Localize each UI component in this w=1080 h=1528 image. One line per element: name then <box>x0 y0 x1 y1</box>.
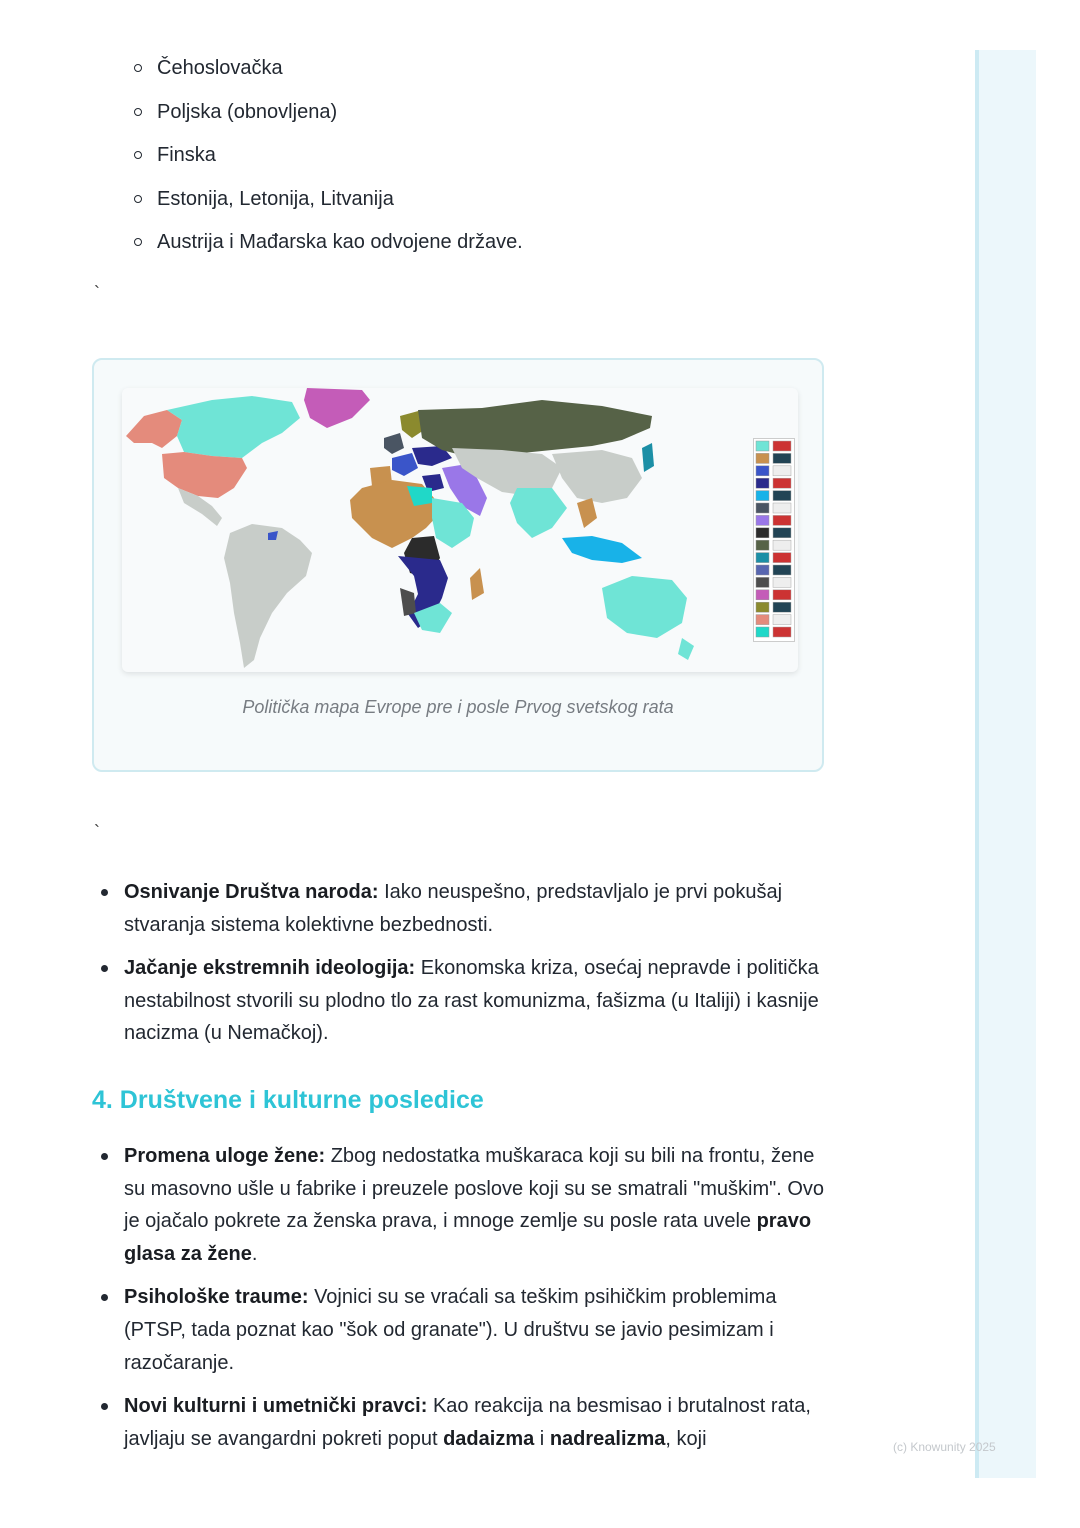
list-item <box>92 1390 832 1455</box>
map-figure <box>92 358 824 772</box>
legend-color-swatch <box>756 515 769 525</box>
greenland-shape <box>304 388 370 428</box>
uk-shape <box>384 433 404 454</box>
turkey-flag <box>773 515 791 525</box>
item-text-tail: , koji <box>665 1427 707 1450</box>
legend-color-swatch <box>756 553 769 563</box>
indonesia-shape <box>562 536 642 563</box>
alaska-shape <box>126 410 182 448</box>
india-shape <box>510 488 567 538</box>
list-item <box>92 952 832 1050</box>
sweden-flag <box>773 602 791 612</box>
legend-swatches <box>754 439 794 641</box>
world-map-image <box>122 388 798 672</box>
france-shape <box>392 453 418 476</box>
world-map-graphic <box>122 388 798 672</box>
item-term: Psihološke traume: <box>124 1286 309 1309</box>
indochina-shape <box>577 498 597 528</box>
legend-color-swatch <box>756 503 769 513</box>
japan-shape <box>642 443 654 472</box>
item-text-tail: . <box>251 1242 258 1265</box>
russia-flag <box>773 540 791 550</box>
list-item: Finska <box>132 137 523 181</box>
new-states-list <box>132 50 523 268</box>
item-term: Osnivanje Društva naroda: <box>124 881 379 903</box>
belgium-flag <box>773 528 791 538</box>
item-term: Promena uloge žene: <box>124 1145 326 1167</box>
germany-flag <box>773 565 791 575</box>
list-item <box>92 1281 832 1379</box>
legend-color-swatch <box>756 441 769 451</box>
legend-color-swatch <box>756 627 769 637</box>
legend-color-swatch <box>756 528 769 538</box>
italy-flag <box>773 491 791 501</box>
list-item: Austrija i Mađarska kao odvojene države. <box>132 224 523 268</box>
map-caption: Politička mapa Evrope pre i posle Prvog svetskog rata <box>242 697 674 717</box>
portugal-flag <box>773 478 791 488</box>
canada-shape <box>167 396 300 458</box>
item-emphasis: pravo glasa za žene <box>124 1210 812 1265</box>
spain-flag <box>773 466 791 476</box>
item-emphasis: dadaizma <box>443 1427 535 1450</box>
denmark-flag <box>773 577 791 587</box>
madagascar-shape <box>470 568 484 600</box>
south-america-shape <box>224 524 312 668</box>
list-item: Poljska (obnovljena) <box>132 94 523 138</box>
list-item <box>92 876 832 941</box>
backtick-mark: ` <box>94 822 100 842</box>
legend-color-swatch <box>756 590 769 600</box>
item-text: Vojnici su se vraćali sa teškim psihičkim problemima (PTSP, tada poznat kao "šok od granate"). U društvu se javio pesimizam i razočaranje. <box>124 1286 777 1374</box>
item-text: Zbog nedostatka muškaraca koji su bili na frontu, žene su masovno ušle u fabrike i preuzele poslove koji su se smatrali "muškim". Ovo je ojačalo pokrete za ženska prava, i mnoge zemlje su posle rata uvele <box>124 1145 825 1233</box>
legend-color-swatch <box>756 466 769 476</box>
legend-color-swatch <box>756 491 769 501</box>
item-text: Iako neuspešno, predstavljalo je prvi pokušaj stvaranja sistema kolektivne bezbednosti. <box>124 881 783 936</box>
mexico-flag <box>773 627 791 637</box>
list-item: Estonija, Letonija, Litvanija <box>132 181 523 225</box>
legend-color-swatch <box>756 453 769 463</box>
item-emphasis: nadrealizma <box>549 1427 666 1450</box>
new-zealand-shape <box>678 638 694 660</box>
japan-flag <box>773 553 791 563</box>
germany-flag <box>773 503 791 513</box>
uk-flag <box>773 441 791 451</box>
item-text: Ekonomska kriza, osećaj nepravde i politička nestabilnost stvorili su plodno tlo za rast komunizma, fašizma (u Italiji) i kasnije nacizma (u Nemačkoj). <box>124 957 819 1045</box>
section-heading: 4. Društvene i kulturne posledice <box>92 1086 484 1114</box>
angola-shape <box>400 588 416 616</box>
item-text-mid: i <box>534 1427 550 1450</box>
legend-color-swatch <box>756 540 769 550</box>
copyright-notice: (c) Knowunity 2025 <box>893 1440 996 1454</box>
china-shape <box>552 450 642 503</box>
right-sidebar <box>975 50 1036 1478</box>
legend-color-swatch <box>756 565 769 575</box>
map-legend <box>753 438 795 642</box>
list-item: Čehoslovačka <box>132 50 523 94</box>
usa-shape <box>162 452 247 498</box>
list-item <box>92 1140 832 1270</box>
denmark-flag <box>773 590 791 600</box>
legend-color-swatch <box>756 602 769 612</box>
usa-flag <box>773 615 791 625</box>
australia-shape <box>602 576 687 638</box>
legend-color-swatch <box>756 615 769 625</box>
item-term: Jačanje ekstremnih ideologija: <box>124 957 416 980</box>
france-flag <box>773 453 791 463</box>
social-consequences-list <box>92 1140 832 1466</box>
consequences-list <box>92 876 832 1061</box>
item-text: Kao reakcija na besmisao i brutalnost rata, javljaju se avangardni pokreti poput <box>124 1395 811 1450</box>
backtick-mark: ` <box>94 283 100 303</box>
item-term: Novi kulturni i umetnički pravci: <box>124 1395 428 1418</box>
legend-color-swatch <box>756 577 769 587</box>
legend-color-swatch <box>756 478 769 488</box>
